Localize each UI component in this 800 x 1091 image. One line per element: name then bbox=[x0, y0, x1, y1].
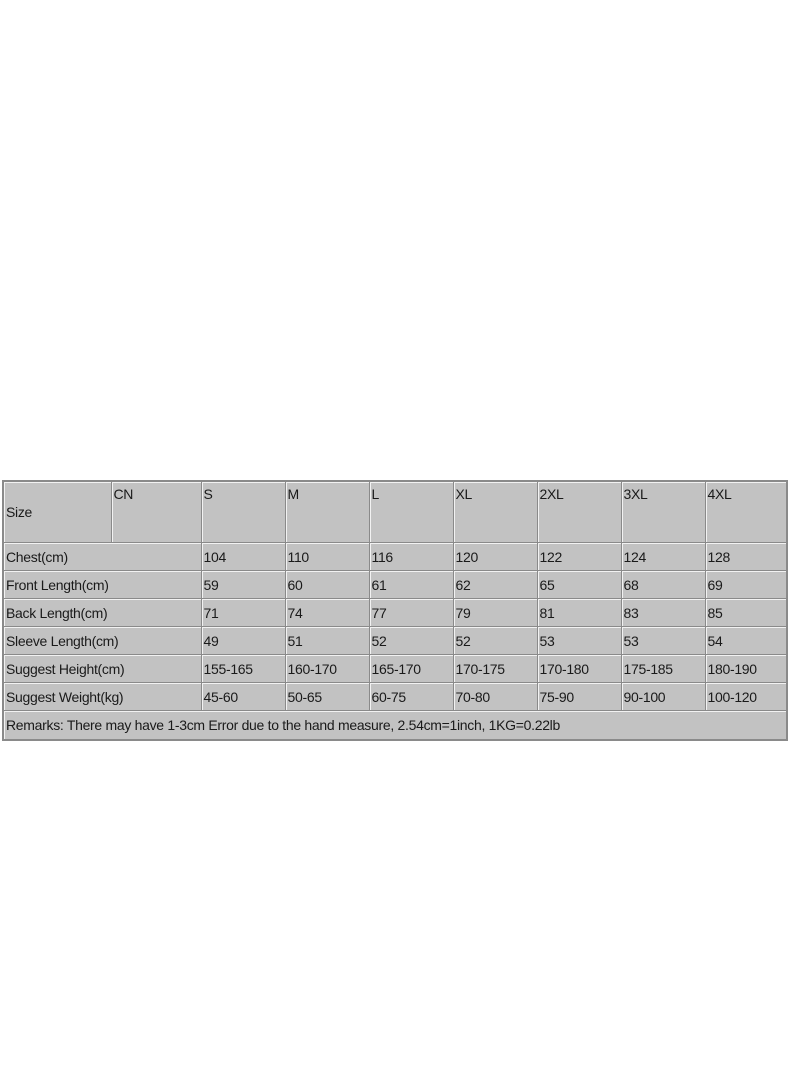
row-label: Suggest Height(cm) bbox=[3, 655, 201, 683]
table-cell: 70-80 bbox=[453, 683, 537, 711]
table-cell: 59 bbox=[201, 571, 285, 599]
table-cell: 61 bbox=[369, 571, 453, 599]
row-label: Front Length(cm) bbox=[3, 571, 201, 599]
table-cell: 122 bbox=[537, 543, 621, 571]
table-cell: 104 bbox=[201, 543, 285, 571]
table-cell: 69 bbox=[705, 571, 787, 599]
row-label: Back Length(cm) bbox=[3, 599, 201, 627]
table-row bbox=[3, 627, 787, 655]
table-cell: 53 bbox=[537, 627, 621, 655]
table-cell: 52 bbox=[369, 627, 453, 655]
table-row bbox=[3, 683, 787, 711]
table-cell: 53 bbox=[621, 627, 705, 655]
table-row bbox=[3, 599, 787, 627]
size-column-header: S bbox=[201, 481, 285, 543]
size-header-label: Size bbox=[3, 481, 111, 543]
row-label: Chest(cm) bbox=[3, 543, 201, 571]
table-cell: 160-170 bbox=[285, 655, 369, 683]
table-cell: 45-60 bbox=[201, 683, 285, 711]
table-cell: 170-175 bbox=[453, 655, 537, 683]
size-column-header: 2XL bbox=[537, 481, 621, 543]
table-cell: 81 bbox=[537, 599, 621, 627]
table-cell: 116 bbox=[369, 543, 453, 571]
row-label: Suggest Weight(kg) bbox=[3, 683, 201, 711]
table-row bbox=[3, 571, 787, 599]
table-cell: 51 bbox=[285, 627, 369, 655]
table-cell: 75-90 bbox=[537, 683, 621, 711]
table-cell: 120 bbox=[453, 543, 537, 571]
table-cell: 165-170 bbox=[369, 655, 453, 683]
table-cell: 62 bbox=[453, 571, 537, 599]
table-cell: 90-100 bbox=[621, 683, 705, 711]
table-cell: 124 bbox=[621, 543, 705, 571]
table-cell: 170-180 bbox=[537, 655, 621, 683]
table-cell: 71 bbox=[201, 599, 285, 627]
table-cell: 60 bbox=[285, 571, 369, 599]
table-header-row bbox=[3, 481, 787, 543]
size-column-header: 3XL bbox=[621, 481, 705, 543]
table-cell: 77 bbox=[369, 599, 453, 627]
table-cell: 79 bbox=[453, 599, 537, 627]
size-column-header: 4XL bbox=[705, 481, 787, 543]
remarks-text: Remarks: There may have 1-3cm Error due to the hand measure, 2.54cm=1inch, 1KG=0.22lb bbox=[3, 711, 787, 741]
size-column-header: XL bbox=[453, 481, 537, 543]
table-cell: 65 bbox=[537, 571, 621, 599]
table-cell: 175-185 bbox=[621, 655, 705, 683]
table-cell: 60-75 bbox=[369, 683, 453, 711]
size-column-header: M bbox=[285, 481, 369, 543]
table-row bbox=[3, 655, 787, 683]
table-cell: 54 bbox=[705, 627, 787, 655]
size-chart-table bbox=[2, 480, 788, 741]
table-cell: 100-120 bbox=[705, 683, 787, 711]
table-cell: 155-165 bbox=[201, 655, 285, 683]
table-cell: 68 bbox=[621, 571, 705, 599]
table-cell: 85 bbox=[705, 599, 787, 627]
table-cell: 50-65 bbox=[285, 683, 369, 711]
table-cell: 110 bbox=[285, 543, 369, 571]
size-column-header: L bbox=[369, 481, 453, 543]
table-cell: 128 bbox=[705, 543, 787, 571]
table-cell: 52 bbox=[453, 627, 537, 655]
table-cell: 74 bbox=[285, 599, 369, 627]
table-cell: 49 bbox=[201, 627, 285, 655]
table-row bbox=[3, 543, 787, 571]
table-cell: 83 bbox=[621, 599, 705, 627]
table-cell: 180-190 bbox=[705, 655, 787, 683]
row-label: Sleeve Length(cm) bbox=[3, 627, 201, 655]
remarks-row bbox=[3, 711, 787, 741]
region-header-label: CN bbox=[111, 481, 201, 543]
